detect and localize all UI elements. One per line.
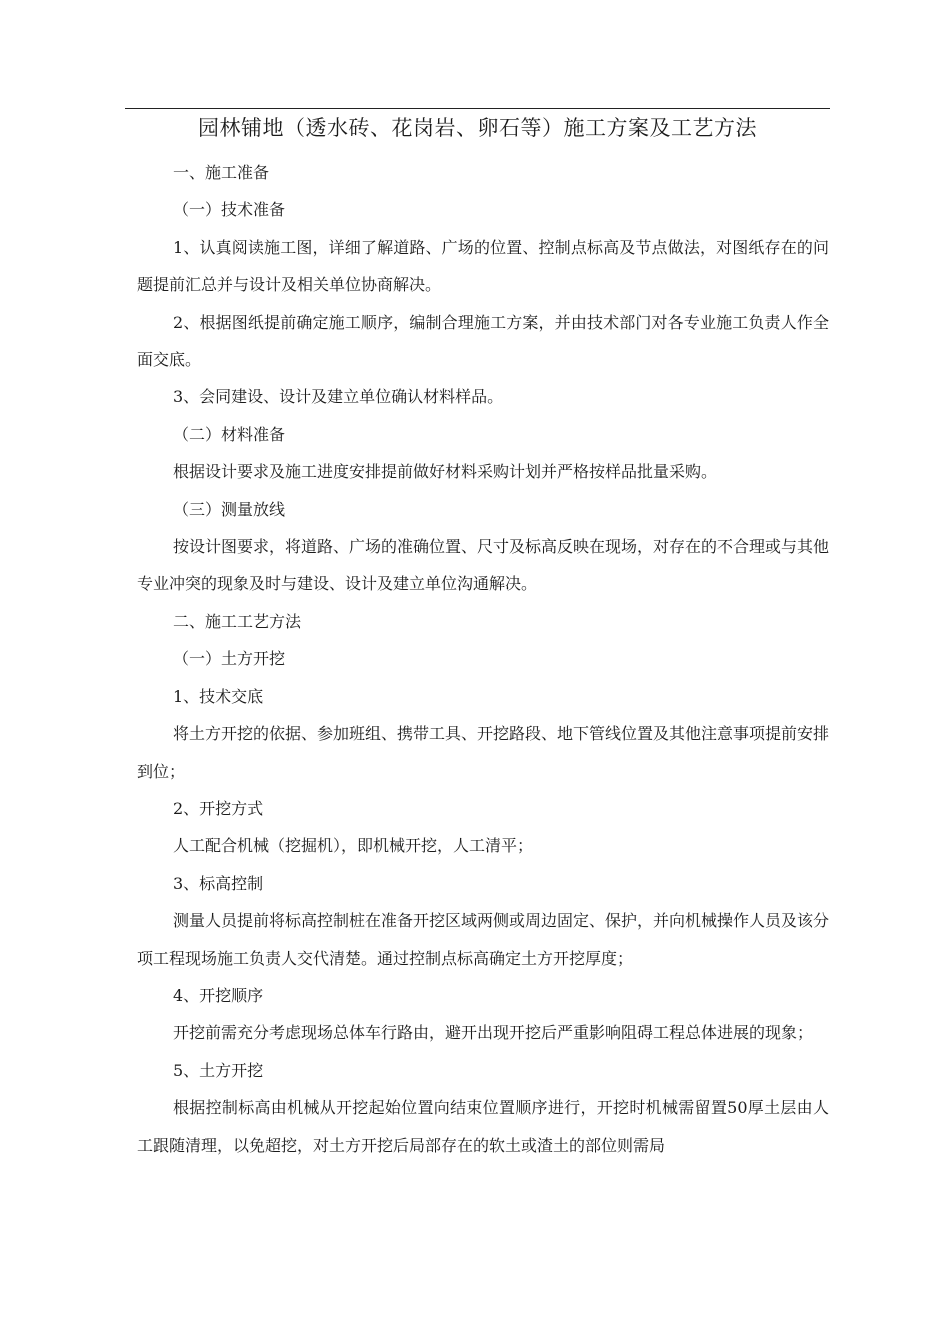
page-title: 园林铺地（透水砖、花岗岩、卵石等）施工方案及工艺方法: [198, 116, 757, 140]
paragraph: 根据设计要求及施工进度安排提前做好材料采购计划并严格按样品批量采购。: [173, 462, 718, 482]
header-rule: [125, 108, 830, 109]
paragraph: 按设计图要求，将道路、广场的准确位置、尺寸及标高反映在现场，对存在的不合理或与其他专业冲突的现象及时与建设、设计及建立单位沟通解决。: [137, 537, 830, 594]
paragraph: 1、认真阅读施工图，详细了解道路、广场的位置、控制点标高及节点做法，对图纸存在的问题提前汇总并与设计及相关单位协商解决。: [137, 237, 829, 295]
item-heading: 5、土方开挖: [173, 1060, 264, 1080]
subsection-heading-material-prep: （二）材料准备: [173, 424, 286, 444]
item-heading: 3、标高控制: [173, 873, 264, 893]
subsection-heading-tech-prep: （一）技术准备: [173, 200, 286, 220]
subsection-heading-excavation: （一）土方开挖: [173, 649, 286, 669]
item-heading: 4、开挖顺序: [173, 985, 264, 1005]
paragraph: 3、会同建设、设计及建立单位确认材料样品。: [173, 387, 504, 407]
paragraph: 2、根据图纸提前确定施工顺序，编制合理施工方案，并由技术部门对各专业施工负责人作全面交底。: [137, 312, 829, 370]
paragraph: 根据控制标高由机械从开挖起始位置向结束位置顺序进行，开挖时机械需留置50厚土层由人工跟随清理，以免超挖，对土方开挖后局部存在的软土或渣土的部位则需局: [137, 1098, 829, 1155]
paragraph: 开挖前需充分考虑现场总体车行路由，避开出现开挖后严重影响阻碍工程总体进展的现象；: [173, 1023, 814, 1043]
section-heading-1: 一、施工准备: [173, 163, 270, 182]
paragraph: 人工配合机械（挖掘机），即机械开挖，人工清平；: [173, 836, 534, 856]
paragraph: 测量人员提前将标高控制桩在准备开挖区域两侧或周边固定、保护，并向机械操作人员及该分项工程现场施工负责人交代清楚。通过控制点标高确定土方开挖厚度；: [137, 911, 830, 968]
item-heading: 2、开挖方式: [173, 798, 264, 818]
paragraph: 将土方开挖的依据、参加班组、携带工具、开挖路段、地下管线位置及其他注意事项提前安排到位；: [137, 724, 830, 781]
section-heading-2: 二、施工工艺方法: [173, 611, 302, 631]
item-heading: 1、技术交底: [173, 686, 264, 706]
document-body: [137, 154, 829, 1164]
subsection-heading-survey: （三）测量放线: [173, 499, 286, 519]
